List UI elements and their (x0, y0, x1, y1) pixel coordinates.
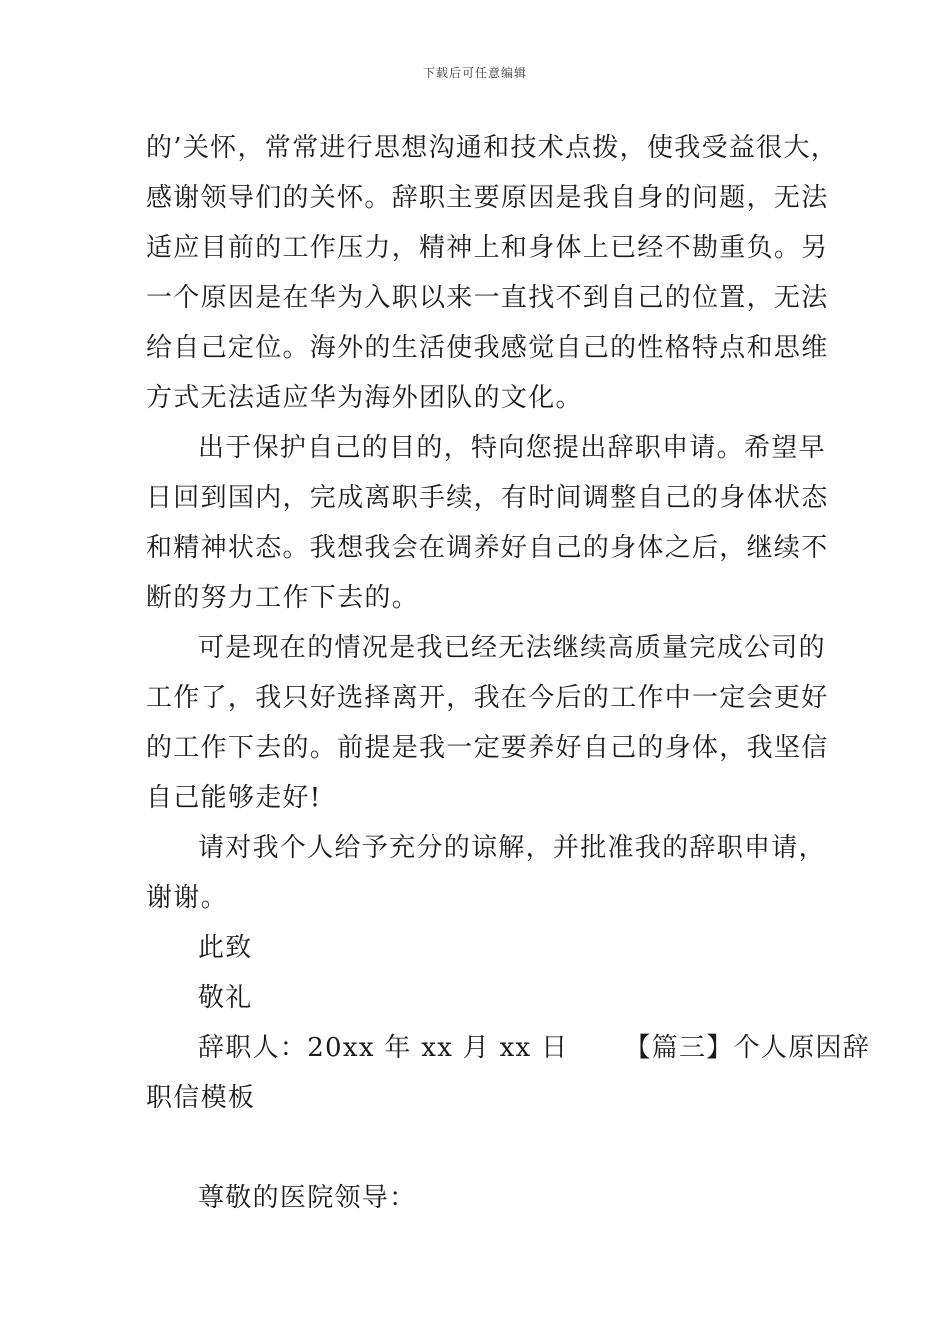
paragraph-1-line-6: 方式无法适应华为海外团队的文化。 (146, 383, 583, 413)
paragraph-1-line-4: 一个原因是在华为入职以来一直找不到自己的位置，无法 (146, 283, 829, 313)
paragraph-4-line-2: 谢谢。 (146, 883, 228, 913)
paragraph-1-line-1: 的’关怀，常常进行思想沟通和技术点拨，使我受益很大， (146, 133, 839, 163)
salutation: 尊敬的医院领导： (198, 1183, 417, 1213)
next-section-title-part-2: 职信模板 (146, 1083, 256, 1113)
paragraph-1-line-3: 适应目前的工作压力，精神上和身体上已经不勘重负。另 (146, 233, 829, 263)
paragraph-4-line-1: 请对我个人给予充分的谅解，并批准我的辞职申请， (198, 833, 826, 863)
paragraph-3-line-2: 工作了，我只好选择离开，我在今后的工作中一定会更好 (146, 683, 829, 713)
signature-text: 辞职人：20xx 年 xx 月 xx 日 (198, 1033, 569, 1063)
paragraph-2-line-2: 日回到国内，完成离职手续，有时间调整自己的身体状态 (146, 483, 829, 513)
header-note: 下载后可任意编辑 (422, 66, 527, 80)
paragraph-2-line-4: 断的努力工作下去的。 (146, 583, 420, 613)
closing-line-2: 敬礼 (198, 983, 253, 1013)
paragraph-3-line-4: 自己能够走好! (146, 783, 322, 813)
paragraph-3-line-1: 可是现在的情况是我已经无法继续高质量完成公司的 (198, 633, 826, 663)
signature-line (198, 1032, 870, 1064)
closing-line-1: 此致 (198, 933, 253, 963)
next-section-title-part-1: 【篇三】个人原因辞 (624, 1033, 871, 1063)
paragraph-3-line-3: 的工作下去的。前提是我一定要养好自己的身体，我坚信 (146, 733, 829, 763)
paragraph-1-line-5: 给自己定位。海外的生活使我感觉自己的性格特点和思维 (146, 333, 829, 363)
paragraph-2-line-1: 出于保护自己的目的，特向您提出辞职申请。希望早 (198, 433, 826, 463)
paragraph-1-line-2: 感谢领导们的关怀。辞职主要原因是我自身的问题，无法 (146, 183, 829, 213)
paragraph-2-line-3: 和精神状态。我想我会在调养好自己的身体之后，继续不 (146, 533, 829, 563)
